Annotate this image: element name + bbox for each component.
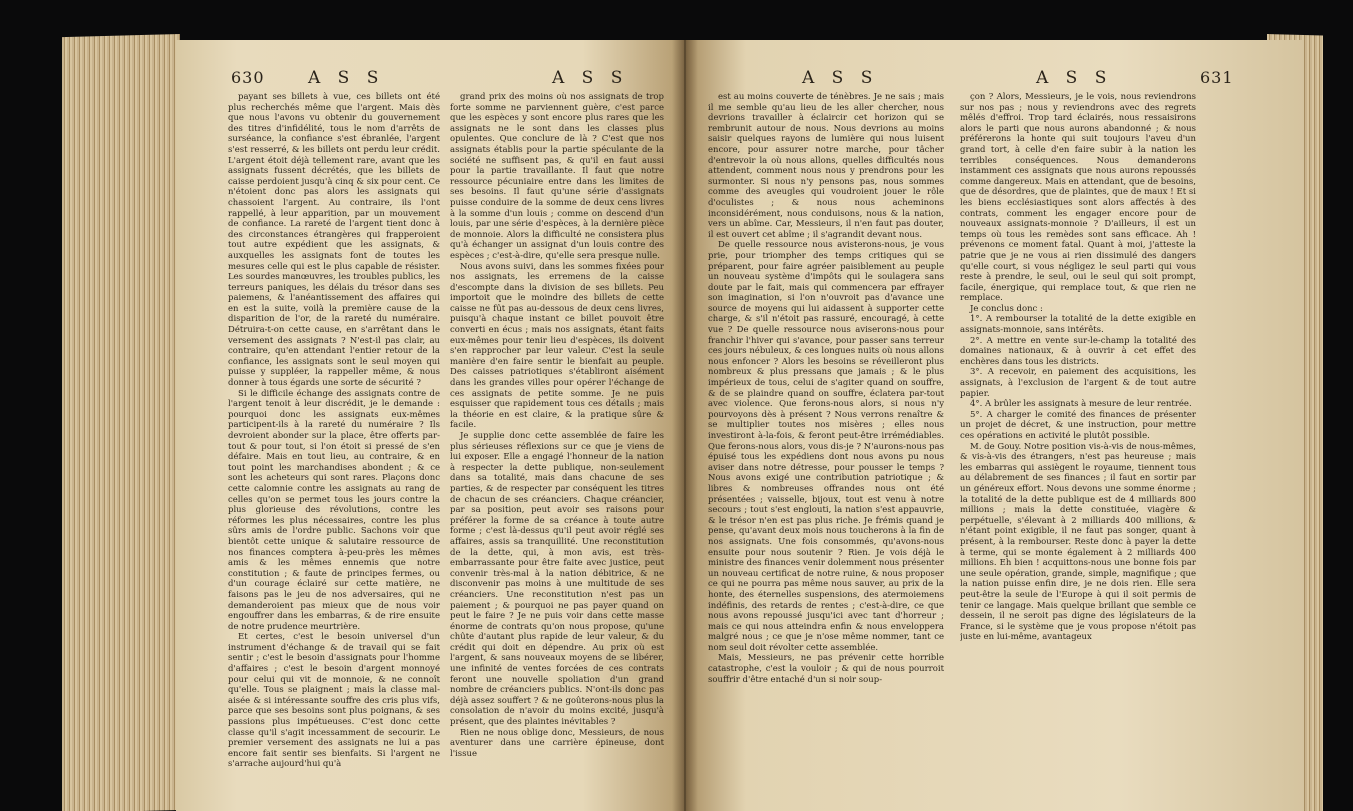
paragraph: Nous avons suivi, dans les sommes fixées pour nos assignats, les erremens de la caisse d'escompte dans la division de ses billets. Peu importoit que le moindre des billets de cette caisse ne fût pas au-dessous de deux cens livres, puisqu'à chaque instant ce billet pouvoit être converti en écus ; mais nos assignats, étant faits eux-mêmes pour tenir lieu d'espèces, ils doivent s'en rapprocher par leur valeur. C'est la seule manière d'en faire sentir le bienfait au peuple. Des caisses patriotiques s'établiront aisément dans les grandes villes pour opérer l'échange de ces assignats de petite somme. Je ne puis esquisser que rapidement tous ces détails ; mais la théorie en est claire, & la pratique sûre & facile.	[450, 261, 664, 431]
right-running-head	[684, 68, 1304, 90]
paragraph: Je supplie donc cette assemblée de faire les plus sérieuses réflexions sur ce que je viens de lui exposer. Elle a engagé l'honneur de la nation à respecter la dette publique, non-seulement dans sa totalité, mais dans chacune de ses parties, & de respecter par conséquent les titres de chacun de ses créanciers. Chaque créancier, par sa position, peut avoir ses raisons pour préférer la forme de sa créance à toute autre forme ; c'est là-dessus qu'il peut avoir réglé ses affaires, assis sa tranquillité. Une reconstitution de la dette, qui, à mon avis, est très-embarrassante pour être faite avec justice, peut convenir très-mal à la nation débitrice, & ne disconvenir pas moins à une multitude de ses créanciers. Une reconstitution n'est pas un paiement ; & pourquoi ne pas payer quand on peut le faire ? Je ne puis voir dans cette masse énorme de contrats qu'on nous propose, qu'une chûte d'autant plus rapide de leur valeur, & du crédit qui doit en dépendre. Au prix où est l'argent, & sans nouveaux moyens de se libérer, une infinité de ventes forcées de ces contrats feront une nouvelle spoliation d'un grand nombre de créanciers publics. N'ont-ils donc pas déjà assez souffert ? & ne goûterons-nous plus la consolation de n'avoir du moins excité, jusqu'à présent, que des plaintes inévitables ?	[450, 431, 664, 728]
left-page	[176, 40, 684, 811]
resolution-item-3: 3°. A recevoir, en paiement des acquisitions, les assignats, à l'exclusion de l'argent & de tout autre papier.	[960, 367, 1196, 399]
paragraph: grand prix des moins où nos assignats de trop forte somme ne parviennent guère, c'est parce que les espèces y sont encore plus rares que les assignats ne le sont dans les classes plus opulentes. Que conclure de là ? C'est que nos assignats établis pour la partie spéculante de la société ne suffisent pas, & qu'il en faut aussi pour la partie travaillante. Il faut que notre ressource pécuniaire entre dans les limites de ses besoins. Il faut qu'une série d'assignats puisse conduire de la somme de deux cens livres à la somme d'un louis ; comme on descend d'un louis, par une série d'espèces, à la dernière pièce de monnoie. Alors la difficulté ne consistera plus qu'à échanger un assignat d'un louis contre des espèces ; c'est-à-dire, qu'elle sera presque nulle.	[450, 92, 664, 261]
paragraph: Si le difficile échange des assignats contre de l'argent tenoit à leur discrédit, je le demande : pourquoi donc les assignats eux-mêmes participent-ils à la rareté du numéraire ? Ils devroient abonder sur la place, être offerts par-tout & pour tout, si l'on étoit si pressé de s'en défaire. Mais en tout lieu, au contraire, & en tout point les marchandises abondent ; & ce sont les acheteurs qui sont rares. Plaçons donc cette calomnie contre les assignats au rang de celles qu'on se permet tous les jours contre la plus glorieuse des révolutions, contre les réformes les plus nécessaires, contre les plus sûrs amis de l'ordre public. Sachons voir que bientôt cette unique & salutaire ressource de nos finances comptera à-peu-près les mêmes amis & les mêmes ennemis que notre constitution ; & faute de principes fermes, ou d'un courage éclairé sur cette matière, ne faisons pas le jeu de nos adversaires, qui ne demanderoient pas mieux que de nous voir engouffrer dans les embarras, & de rire ensuite de notre prudence meurtrière.	[228, 388, 440, 632]
paragraph: payant ses billets à vue, ces billets ont été plus recherchés même que l'argent. Mais dès que nous l'avons vu obtenir du gouvernement des titres d'infidélité, tous le nom d'arrêts de surséance, la confiance s'est ébranlée, l'argent s'est resserré, & les billets ont perdu leur crédit. L'argent étoit déjà tellement rare, avant que les assignats fussent décrétés, que les billets de caisse perdoient jusqu'à cinq & six pour cent. Ce n'étoient donc pas alors les assignats qui chassoient l'argent. Au contraire, ils l'ont rappellé, à leur apparition, par un mouvement de confiance. La rareté de l'argent tient donc à des circonstances étrangères qui frapperoient tout autre expédient que les assignats, & auxquelles les assignats font de toutes les mesures celle qui est le plus capable de résister. Les sourdes manœuvres, les troubles publics, les terreurs paniques, les délais du trésor dans ses paiemens, & l'anéantissement des affaires qui en est la suite, voilà la première cause de la disparition de l'or, de la rareté du numéraire. Détruira-t-on cette cause, en s'arrêtant dans le versement des assignats ? N'est-il pas clair, au contraire, qu'en attendant l'entier retour de la confiance, les assignats sont le seul moyen qui puisse y suppléer, la rappeller même, & nous donner à tous égards une sorte de sécurité ?	[228, 92, 440, 389]
paragraph: De quelle ressource nous avisterons-nous, je vous prie, pour triompher des temps critiques qui se préparent, pour faire agréer paisiblement au peuple un nouveau système d'impôts qui le soulagera sans doute par le fait, mais qui commencera par effrayer son imagination, si l'on n'ouvroit pas d'avance une source de moyens qui lui aidassent à supporter cette charge, & s'il n'étoit pas rassuré, encouragé, à cette vue ? De quelle ressource nous aviserons-nous pour franchir l'hiver qui s'avance, pour passer sans terreur ces jours nébuleux, & ces longues nuits où nous allons nous enfoncer ? Alors les besoins se réveilleront plus nombreux & plus pressans que jamais ; & le plus impérieux de tous, celui de s'agiter quand on souffre, & de se plaindre quand on souffre, éclatera par-tout avec violence. Que ferons-nous alors, si nous n'y pourvoyons dès à présent ? Nous verrons renaître & se multiplier toutes nos misères ; elles nous investiront à-la-fois, & feront peut-être irrémédiables. Que ferons-nous alors, vous dis-je ? N'aurons-nous pas épuisé tous les expédiens dont nous avons pu nous aviser dans notre détresse, pour pousser le temps ? Nous avons exigé une contribution patriotique ; & libres & nombreuses offrandes nous ont été présentées ; vaisselle, bijoux, tout est venu à notre secours ; tout s'est englouti, la nation s'est appauvrie, & le trésor n'en est pas plus riche. Je frémis quand je pense, qu'avant deux mois nous toucherons à la fin de nos assignats. Une fois consommés, qu'avons-nous ensuite pour nous soutenir ? Rien. Je vois déjà le ministre des finances venir dolemment nous présenter un nouveau certificat de notre ruine, & nous proposer ce qui ne pourra pas même nous sauver, au prix de la honte, des éternelles suspensions, des atermoiemens indéfinis, des retards de rentes ; c'est-à-dire, ce que nous avons repoussé jusqu'ici avec tant d'horreur ; mais ce qui nous atteindra enfin & nous enveloppera malgré nous ; ce que je n'ose même nommer, tant ce nom seul doit révolter cette assemblée.	[708, 240, 944, 653]
right-head-word-2: A S S	[1036, 68, 1113, 88]
left-head-word-1: A S S	[308, 68, 385, 88]
left-head-word-2: A S S	[552, 68, 629, 88]
left-page-number: 630	[231, 68, 265, 87]
resolution-item-5: 5°. A charger le comité des finances de présenter un projet de décret, & une instruction, pour mettre ces opérations en activité le plutôt possible.	[960, 409, 1196, 441]
right-page	[684, 40, 1304, 811]
right-head-word-1: A S S	[802, 68, 879, 88]
paragraph: Et certes, c'est le besoin universel d'un instrument d'échange & de travail qui se fait sentir ; c'est le besoin d'assignats pour l'homme d'affaires ; c'est le besoin d'argent monnoyé pour celui qui vit de monnoie, & ne connoît qu'elle. Tous se plaignent ; mais la classe mal-aisée & si intéressante souffre des cris plus vifs, parce que ses besoins sont plus poignans, & ses passions plus impétueuses. C'est donc cette classe qu'il s'agit incessamment de secourir. Le premier versement des assignats ne lui a pas encore fait sentir ses bienfaits. Si l'argent ne s'arrache aujourd'hui qu'à	[228, 632, 440, 770]
resolution-item-1: 1°. A rembourser la totalité de la dette exigible en assignats-monnoie, sans intérêts.	[960, 314, 1196, 336]
resolution-item-2: 2°. A mettre en vente sur-le-champ la totalité des domaines nationaux, & à ouvrir à cet effet des enchères dans tous les districts.	[960, 335, 1196, 367]
left-column-1	[228, 92, 440, 805]
paragraph: çon ? Alors, Messieurs, je le vois, nous reviendrons sur nos pas ; nous y reviendrons avec des regrets mêlés d'effroi. Trop tard éclairés, nous ressaisirons alors le parti que nous aurons abandonné ; & nous préférerons la honte qui suit toujours l'aveu d'un grand tort, à celle d'en faire subir à la nation les terribles conséquences. Nous demanderons instamment ces assignats que nous aurons repoussés comme dangereux. Mais en attendant, que de besoins, que de désordres, que de plaintes, que de maux ! Et si les biens ecclésiastiques sont alors affectés à des contrats, comment les engager encore pour de nouveaux assignats-monnoie ? D'ailleurs, il est un temps où tous les remèdes sont sans efficace. Ah ! prévenons ce moment fatal. Quant à moi, j'atteste la patrie que je ne vous ai rien dissimulé des dangers qu'elle court, si vous négligez le seul parti qui vous reste à prendre, le seul, oui le seul qui soit prompt, facile, énergique, qui remplace tout, & que rien ne remplace.	[960, 92, 1196, 304]
right-page-number: 631	[1200, 68, 1234, 87]
paragraph: Rien ne nous oblige donc, Messieurs, de nous aventurer dans une carrière épineuse, dont l'issue	[450, 727, 664, 759]
left-page-edges	[62, 34, 180, 811]
right-column-2	[960, 92, 1196, 805]
left-running-head	[176, 68, 684, 90]
paragraph: M. de Gouy. Notre position vis-à-vis de nous-mêmes, & vis-à-vis des étrangers, n'est pas heureuse ; mais les embarras qui assiègent le royaume, tiennent tous au délabrement de ses finances ; il faut en sortir par un généreux effort. Nous devons une somme énorme ; la totalité de la dette publique est de 4 milliards 800 millions ; mais la dette constituée, viagère & perpétuelle, s'élevant à 2 milliards 400 millions, & n'étant point exigible, il ne faut pas songer, quant à présent, à la rembourser. Reste donc à payer la dette à terme, qui se monte également à 2 milliards 400 millions. Eh bien ! acquittons-nous une bonne fois par une seule opération, grande, simple, magnifique ; que la nation puisse enfin dire, je ne dois rien. Elle sera peut-être la seule de l'Europe à qui il soit permis de tenir ce langage. Mais quelque brillant que semble ce dessein, il ne seroit pas digne des législateurs de la France, si le système que je vous propose n'étoit pas juste en lui-même, avantageux	[960, 441, 1196, 643]
resolution-item-4: 4°. A brûler les assignats à mesure de leur rentrée.	[970, 399, 1192, 410]
left-column-2	[450, 92, 664, 805]
conclusion-heading: Je conclus donc :	[970, 303, 1043, 314]
paragraph: est au moins couverte de ténèbres. Je ne sais ; mais il me semble qu'au lieu de les aller chercher, nous devrions travailler à éclaircir cet horizon qui se rembrunit autour de nous. Nous devrions au moins saisir quelques rayons de lumière qui nous luisent encore, pour assurer notre marche, pour tâcher d'entrevoir la où nous allons, quelles difficultés nous attendent, comment nous nous y prendrons pour les surmonter. Si nous n'y pensons pas, nous sommes comme des aveugles qui voudroient jouer le rôle d'oculistes ; & nous nous acheminons inconsidérément, nous conduisons, nous & la nation, vers un abîme. Car, Messieurs, il n'en faut pas douter, il est ouvert cet abîme ; il s'agrandit devant nous.	[708, 92, 944, 240]
right-column-1	[708, 92, 944, 805]
paragraph: Mais, Messieurs, ne pas prévenir cette horrible catastrophe, c'est la vouloir ; & qui de nous pourroit souffrir d'être entaché d'un si noir soup-	[708, 653, 944, 685]
book-gutter	[672, 40, 698, 811]
